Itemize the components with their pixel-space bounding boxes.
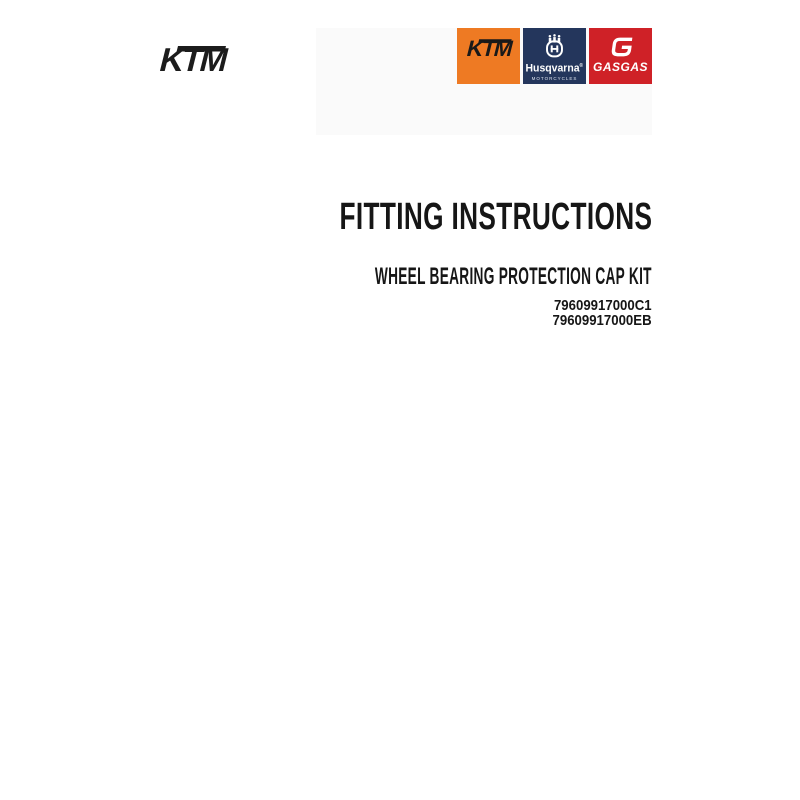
ktm-wordmark-icon — [464, 35, 515, 62]
page-title: FITTING INSTRUCTIONS — [339, 196, 652, 238]
gasgas-g-icon — [606, 36, 636, 58]
part-numbers — [539, 299, 652, 328]
brand-tile-ktm — [457, 28, 520, 84]
husqvarna-wordmark — [526, 61, 584, 75]
brand-logo-row — [457, 28, 652, 84]
husqvarna-crown-icon — [543, 33, 566, 59]
husqvarna-wordmark-text: Husqvarna — [525, 62, 580, 75]
part-number-2: 79609917000EB — [552, 311, 652, 329]
ktm-wordmark-text: KTM — [464, 35, 515, 62]
brand-tile-gasgas — [589, 28, 652, 84]
husqvarna-motorcycles-label: MOTORCYCLES — [531, 75, 578, 81]
part-number-1: 79609917000C1 — [554, 297, 652, 314]
brand-tile-husqvarna — [523, 28, 586, 84]
registered-mark: ® — [579, 63, 584, 69]
ktm-logo-icon — [155, 42, 231, 79]
kit-name: WHEEL BEARING PROTECTION CAP KIT — [375, 263, 652, 290]
brand-panel — [316, 28, 652, 135]
ktm-logo-text: KTM — [155, 42, 231, 79]
gasgas-wordmark: GASGAS — [592, 60, 648, 74]
